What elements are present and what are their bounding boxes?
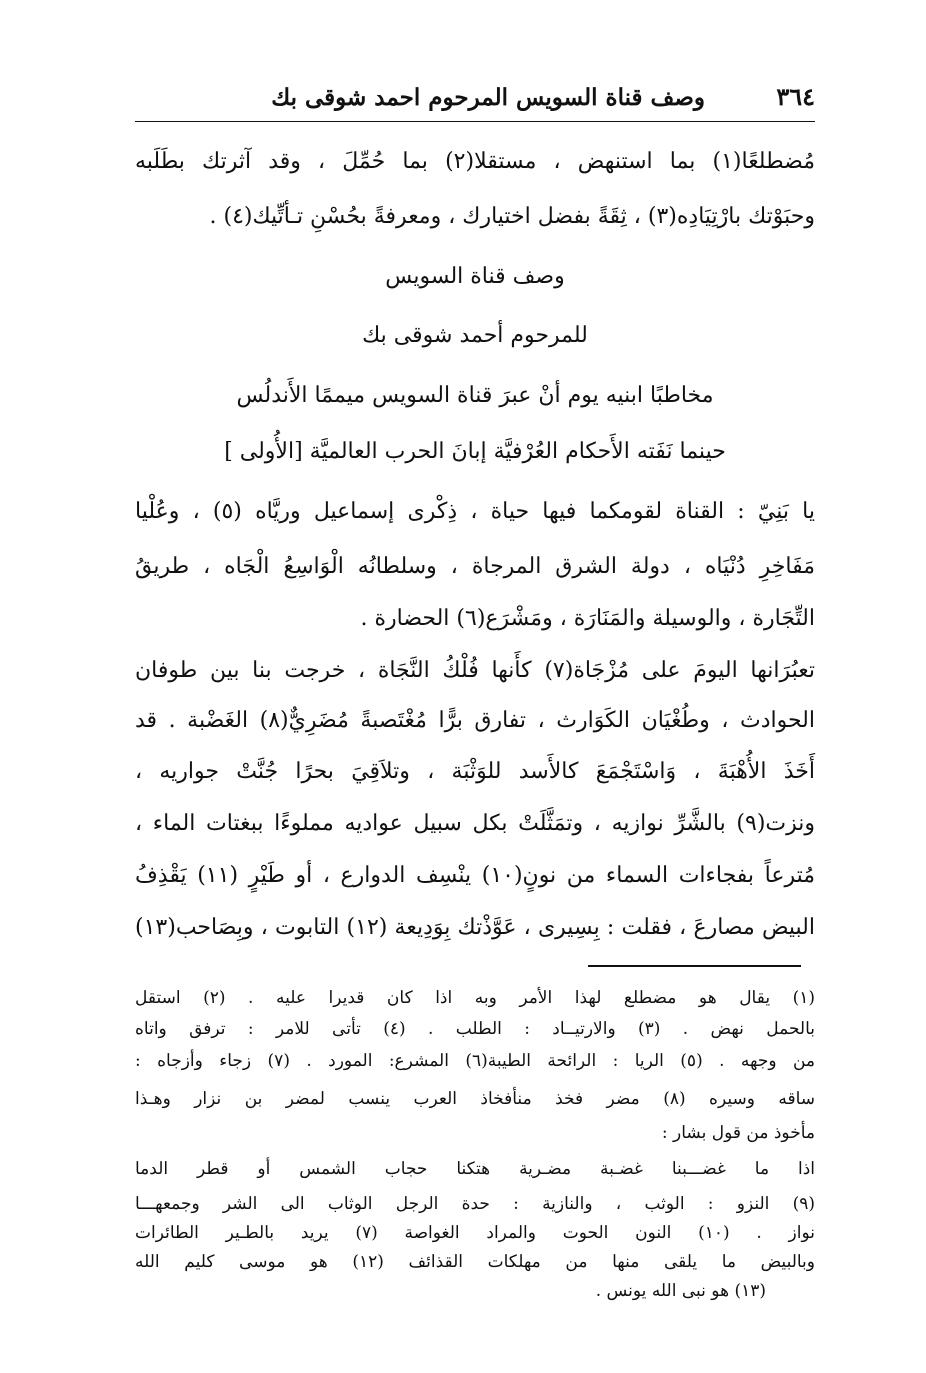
section-title: وصف قناة السويس bbox=[385, 264, 565, 289]
section-author: للمرحوم أحمد شوقى بك bbox=[362, 323, 588, 348]
page-header bbox=[135, 78, 815, 118]
running-title: وصف قناة السويس المرحوم احمد شوقى بك bbox=[271, 84, 705, 111]
footnote-line: مأخوذ من قول بشار : bbox=[661, 1123, 815, 1143]
footnote-line: من وجهه . (٥) الريا : الرائحة الطيبة(٦) المشرع: المورد . (٧) زجاء وأزجاه : bbox=[135, 1051, 815, 1071]
paragraph-line: التِّجَارة ، والوسيلة والمَنَارَة ، ومَشْرَع(٦) الحضارة . bbox=[360, 606, 815, 631]
page-number: ٣٦٤ bbox=[776, 82, 815, 111]
footnote-line: بالحمل نهض . (٣) والارتيــاد : الطلب . (٤) تأتى للامر : ترفق واتاه bbox=[135, 1019, 816, 1039]
footnote-line: وبالبيض ما يلقى منها من مهلكات القذائف (١٢) هو موسى كليم الله bbox=[135, 1252, 815, 1272]
header-rule bbox=[135, 121, 815, 122]
body-line: وحبَوْتك بارْتِيَادِه(٣) ، ثِقَةً بفضل اختيارك ، ومعرفةً بحُسْنِ تـأتِّيك(٤) . bbox=[209, 204, 815, 229]
body-line: مُضطلعًا(١) بما استنهض ، مستقلا(٢) بما حُمِّلَ ، وقد آثرتك بطَلَبه bbox=[135, 149, 815, 174]
section-subtitle: مخاطبًا ابنيه يوم أنْ عبرَ قناة السويس ميممًا الأَندلُس bbox=[236, 383, 714, 408]
paragraph-line: يا بَنِيّ : القناة لقومكما فيها حياة ، ذِكْرى إسماعيل وريَّاه (٥) ، وعُلْيا bbox=[135, 499, 815, 524]
footnote-line: (٩) النزو : الوثب ، والنازية : حدة الرجل الوثاب الى الشر وجمعهـــا bbox=[135, 1194, 815, 1214]
footnote-rule bbox=[588, 965, 801, 967]
footnote-line: (١٣) هو نبى الله يونس . bbox=[595, 1281, 766, 1301]
paragraph-line: مَفَاخِرِ دُنْيَاه ، دولة الشرق المرجاة ، وسلطانُه الْوَاسِعُ الْجَاه ، طريقُ bbox=[135, 554, 815, 579]
paragraph-line: أَخَذَ الأُهْبَةَ ، وَاسْتَجْمَعَ كالأَسد للوَثْبَة ، وتلاَقِيَ بحرًا جُنَّتْ جواريه ، bbox=[135, 759, 815, 784]
footnote-line: نواز . (١٠) النون الحوت والمراد الغواصة (٧) يريد بالطـير الطائرات bbox=[135, 1223, 815, 1243]
footnote-line: (١) يقال هو مضطلع لهذا الأمر وبه اذا كان قديرا عليه . (٢) استقل bbox=[135, 988, 816, 1008]
paragraph-line: البيض مصارعَ ، فقلت : بِسِيرى ، عَوَّذْتك بِوَدِيعة (١٢) التابوت ، وبِصَاحب(١٣) bbox=[135, 915, 815, 940]
section-subtitle: حينما نَفَته الأَحكام العُرْفيَّة إبانَ الحرب العالميَّة [الأُولى ] bbox=[224, 439, 726, 464]
paragraph-line: تعبُرَانها اليومَ على مُزْجَاة(٧) كأَنها فُلْكُ النَّجَاة ، خرجت بنا بين طوفان bbox=[135, 658, 815, 683]
footnote-line: ساقه وسيره (٨) مضر فخذ منأفخاذ العرب ينسب لمضر بن نزار وهـذا bbox=[135, 1089, 816, 1109]
paragraph-line: الحوادث ، وطُغْيَان الكَوَارث ، تفارق برًّا مُغْتَصبةً مُضَرِيٌّ(٨) الغَضْبة . قد bbox=[135, 708, 816, 733]
paragraph-line: ونزت(٩) بالشَّرِّ نوازيه ، وتمَثَّلَتْ بكل سبيل عواديه مملوءًا ببغتات الماء ، bbox=[135, 811, 815, 836]
paragraph-line: مُترعاً بفجاءات السماء من نونٍ(١٠) ينْسِف الدوارع ، أو طَيْرٍ (١١) يَقْذِفُ bbox=[135, 863, 816, 888]
footnote-verse: اذا ما غضـــبنا غضـبة مضـرية هتكنا حجاب الشمس أو قطر الدما bbox=[135, 1159, 815, 1179]
